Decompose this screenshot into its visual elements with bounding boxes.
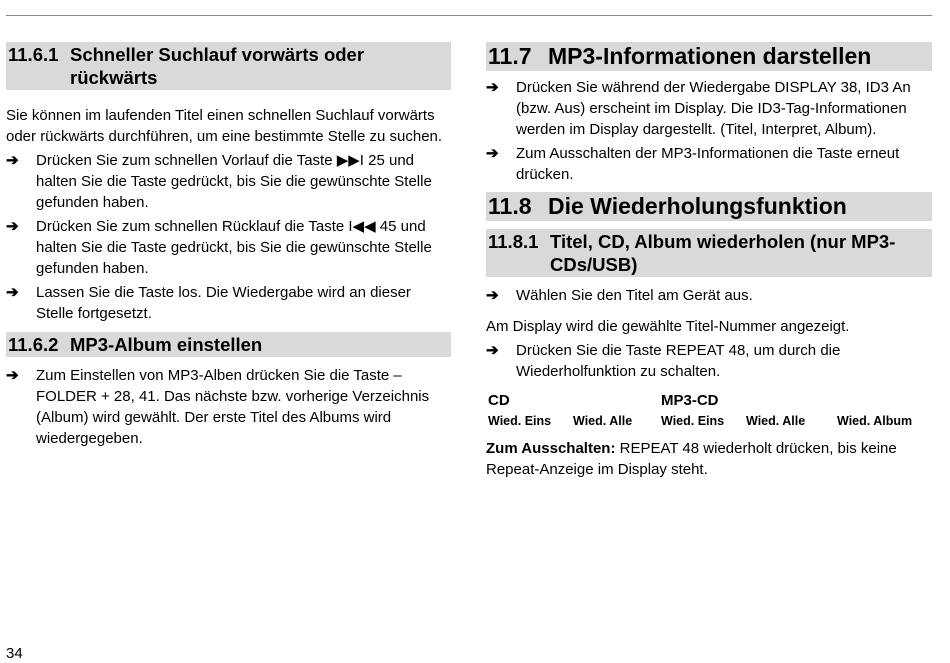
heading-number: 11.6.1	[8, 44, 59, 65]
bullet-item	[6, 365, 451, 449]
cd-option: Wied. Alle	[573, 414, 633, 428]
arrow-icon: ➔	[486, 342, 499, 359]
heading-title: MP3-Album einstellen	[70, 334, 263, 355]
bullet-text: Wählen Sie den Titel am Gerät aus.	[516, 287, 753, 304]
heading-11-6-2	[6, 332, 451, 357]
mp3-option: Wied. Album	[837, 414, 913, 428]
heading-title: MP3-Informationen darstellen	[548, 43, 872, 69]
arrow-icon: ➔	[6, 284, 19, 301]
mp3-option: Wied. Alle	[746, 414, 806, 428]
bullet-text: Zum Ausschalten der MP3-Informationen die Taste erneut drücken.	[516, 145, 900, 183]
off-label: Zum Ausschalten:	[486, 440, 616, 457]
bullet-item	[486, 340, 932, 382]
arrow-icon: ➔	[6, 152, 19, 169]
bullet-text: Drücken Sie die Taste REPEAT 48, um durch die Wiederholfunktion zu schalten.	[516, 342, 841, 380]
off-text: REPEAT 48 wiederholt drücken, bis keine Repeat-Anzeige im Display steht.	[486, 440, 897, 478]
heading-11-8	[486, 192, 932, 221]
heading-number: 11.8	[488, 193, 532, 219]
bullet-text: Zum Einstellen von MP3-Alben drücken Sie die Taste – FOLDER + 28, 41. Das nächste bzw. vorherige Verzeichnis (Album) wird gewählt. Der erste Titel des Albums wird wiedergegeben.	[36, 367, 430, 447]
bullet-item	[6, 150, 451, 213]
bullet-text: Drücken Sie zum schnellen Vorlauf die Taste ▶▶I 25 und halten Sie die Taste gedrückt, bis Sie die gewünschte Stelle gefunden haben.	[36, 152, 432, 211]
heading-number: 11.7	[488, 43, 532, 69]
mp3-option: Wied. Eins	[661, 414, 725, 428]
repeat-mode-table	[486, 392, 932, 432]
heading-title: Titel, CD, Album wiederholen (nur MP3-CDs/USB)	[550, 231, 896, 275]
bullet-text: Drücken Sie während der Wiedergabe DISPLAY 38, ID3 An (bzw. Aus) erscheint im Display. Die ID3-Tag-Informationen werden im Display dargestellt. (Titel, Interpret, Album).	[516, 79, 911, 138]
bullet-item	[6, 282, 451, 324]
bullet-item	[486, 77, 932, 140]
arrow-icon: ➔	[6, 218, 19, 235]
heading-title: Die Wiederholungsfunktion	[548, 193, 847, 219]
arrow-icon: ➔	[486, 145, 499, 162]
heading-11-7	[486, 42, 932, 71]
page-number: 34	[6, 645, 23, 662]
right-column	[486, 42, 932, 480]
off-paragraph	[486, 438, 932, 480]
arrow-icon: ➔	[486, 79, 499, 96]
bullet-text: Drücken Sie zum schnellen Rücklauf die Taste I◀◀ 45 und halten Sie die Taste gedrückt, bis Sie die gewünschte Stelle gefunden haben.	[36, 218, 432, 277]
top-rule	[6, 15, 932, 16]
arrow-icon: ➔	[486, 287, 499, 304]
bullet-item	[486, 285, 932, 306]
heading-title: Schneller Suchlauf vorwärts oder rückwärts	[70, 44, 365, 88]
display-paragraph: Am Display wird die gewählte Titel-Nummer angezeigt.	[486, 318, 850, 335]
mp3-cd-label: MP3-CD	[661, 392, 719, 409]
arrow-icon: ➔	[6, 367, 19, 384]
bullet-item	[486, 143, 932, 185]
heading-11-8-1	[486, 229, 932, 277]
bullet-text: Lassen Sie die Taste los. Die Wiedergabe wird an dieser Stelle fortgesetzt.	[36, 284, 411, 322]
bullet-item	[6, 216, 451, 279]
intro-paragraph: Sie können im laufenden Titel einen schnellen Suchlauf vorwärts oder rückwärts durchführen, um eine bestimmte Stelle zu suchen.	[6, 107, 443, 145]
cd-option: Wied. Eins	[488, 414, 552, 428]
left-column	[6, 42, 451, 449]
cd-label: CD	[488, 392, 510, 409]
heading-number: 11.8.1	[488, 231, 539, 252]
heading-11-6-1	[6, 42, 451, 90]
heading-number: 11.6.2	[8, 334, 59, 355]
